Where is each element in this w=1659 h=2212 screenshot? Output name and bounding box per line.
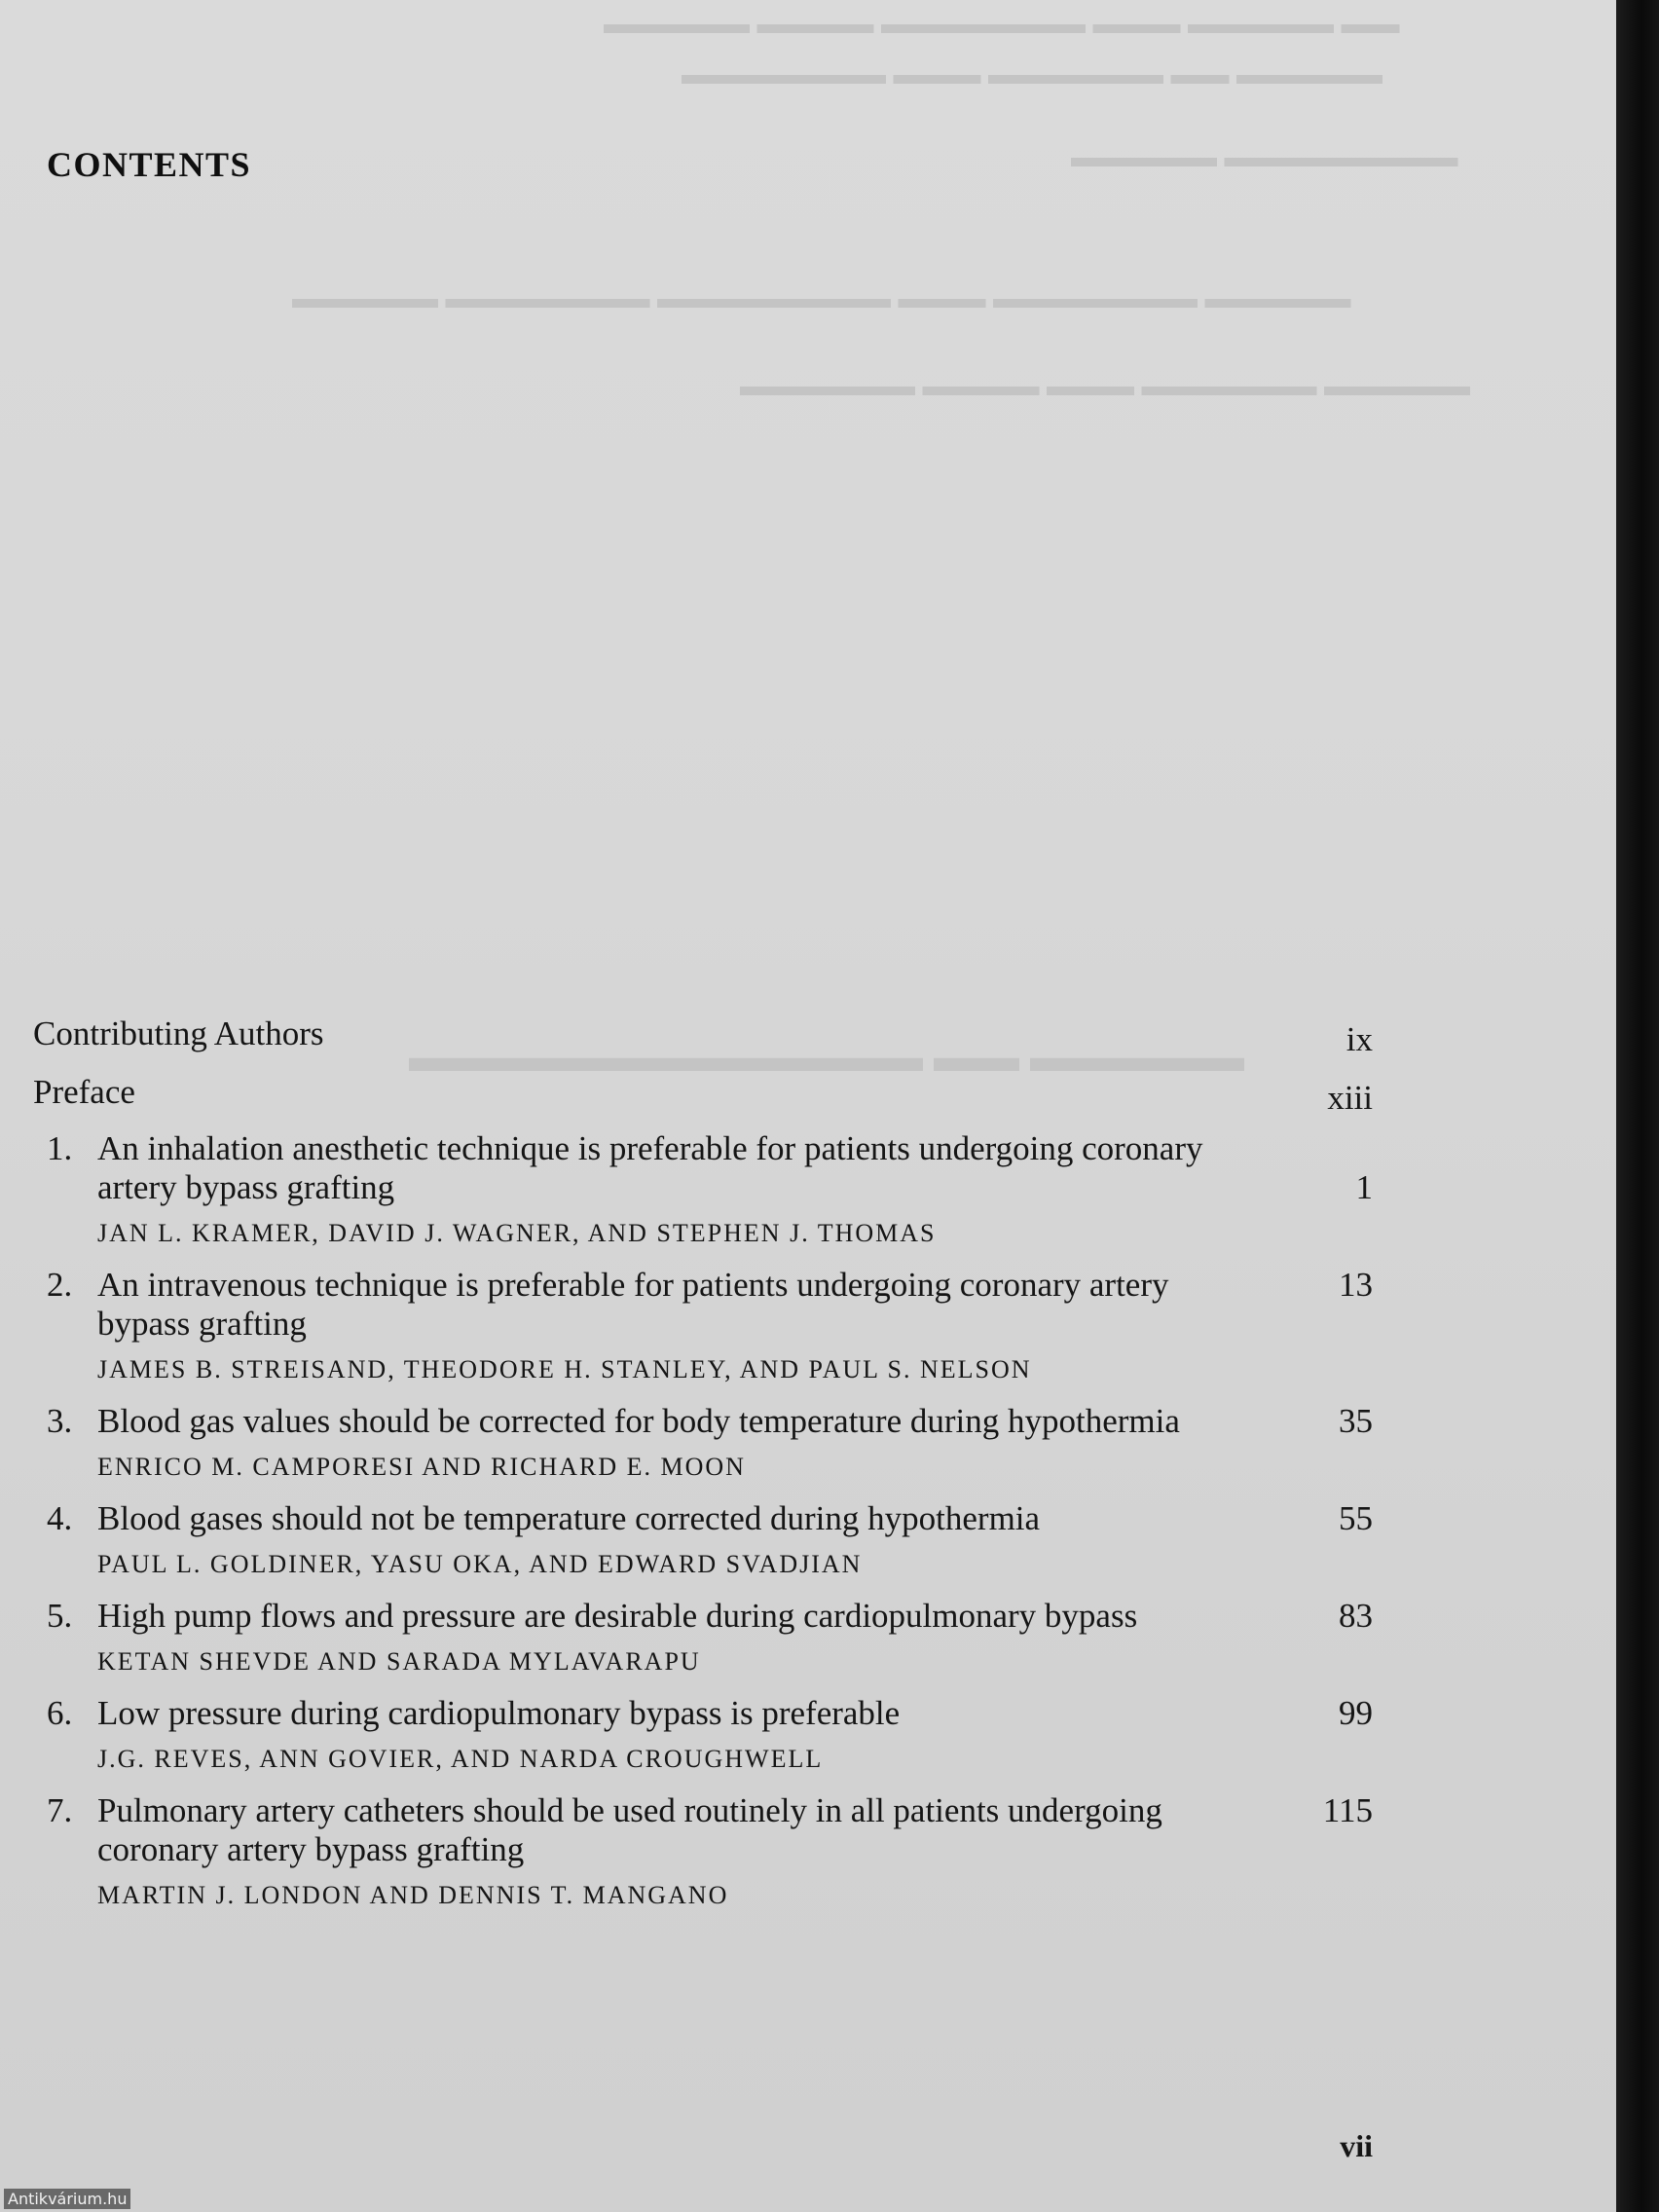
chapter-title: High pump flows and pressure are desirable during cardiopulmonary bypass	[97, 1597, 1138, 1635]
chapter-title: Blood gas values should be corrected for body temperature during hypothermia	[97, 1402, 1180, 1440]
chapter-page: 55	[1339, 1499, 1373, 1537]
bleed-through-text: ▬▬▬▬▬ ▬▬▬▬▬▬ ▬▬▬ ▬▬▬▬ ▬▬▬▬▬▬	[740, 370, 1470, 402]
chapter-page: 35	[1339, 1402, 1373, 1440]
chapter-authors: ENRICO M. CAMPORESI AND RICHARD E. MOON	[97, 1453, 746, 1481]
chapter-authors: PAUL L. GOLDINER, YASU OKA, AND EDWARD SVADJIAN	[97, 1550, 863, 1578]
bleed-through-text: ▬▬▬▬▬ ▬▬ ▬▬▬▬▬▬ ▬▬▬ ▬▬▬▬▬▬▬	[682, 58, 1382, 91]
chapter-title: Pulmonary artery catheters should be used routinely in all patients undergoing coronary artery bypass grafting	[97, 1791, 1162, 1868]
bleed-through-text: ▬▬▬▬▬▬▬▬ ▬▬▬▬▬	[1071, 141, 1458, 173]
chapter-title: Blood gases should not be temperature corrected during hypothermia	[97, 1499, 1041, 1537]
toc-chapter-4[interactable]	[33, 1499, 1373, 1597]
toc-chapter-1[interactable]	[33, 1129, 1373, 1266]
chapter-authors: JAMES B. STREISAND, THEODORE H. STANLEY, AND PAUL S. NELSON	[97, 1355, 1032, 1383]
chapter-page: 115	[1322, 1791, 1373, 1829]
toc-entry-page: ix	[1346, 1020, 1373, 1058]
toc-chapter-3[interactable]	[33, 1402, 1373, 1499]
chapter-number: 2.	[47, 1266, 73, 1304]
chapter-number: 5.	[47, 1597, 73, 1635]
toc-chapter-5[interactable]	[33, 1597, 1373, 1694]
bleed-through-text: ▬▬▬▬▬ ▬▬ ▬▬▬▬▬▬▬▬▬▬▬▬	[409, 1033, 1244, 1081]
chapter-title: An intravenous technique is preferable for patients undergoing coronary artery bypass grafting	[97, 1266, 1169, 1343]
chapter-title: Low pressure during cardiopulmonary bypass is preferable	[97, 1694, 901, 1732]
toc-entry-page: xiii	[1327, 1079, 1373, 1117]
toc-chapter-2[interactable]	[33, 1266, 1373, 1402]
table-of-contents	[33, 1013, 1373, 1928]
chapter-title: An inhalation anesthetic technique is preferable for patients undergoing coronary artery bypass grafting	[97, 1129, 1203, 1206]
chapter-number: 6.	[47, 1694, 73, 1732]
bleed-through-text: ▬▬ ▬▬▬▬▬ ▬▬▬ ▬▬▬▬▬▬▬ ▬▬▬▬ ▬▬▬▬▬	[604, 8, 1400, 40]
chapter-authors: J.G. REVES, ANN GOVIER, AND NARDA CROUGHWELL	[97, 1745, 824, 1773]
toc-entry-title: Preface	[33, 1073, 135, 1111]
toc-chapter-7[interactable]	[33, 1791, 1373, 1928]
chapter-page: 1	[1355, 1168, 1373, 1206]
toc-entry-contributing-authors[interactable]	[33, 1013, 1373, 1071]
watermark: Antikvárium.hu	[4, 2189, 130, 2209]
chapter-number: 1.	[47, 1129, 73, 1167]
chapter-page: 99	[1339, 1694, 1373, 1732]
chapter-authors: MARTIN J. LONDON AND DENNIS T. MANGANO	[97, 1881, 729, 1909]
chapter-number: 3.	[47, 1402, 73, 1440]
chapter-authors: KETAN SHEVDE AND SARADA MYLAVARAPU	[97, 1647, 701, 1676]
chapter-number: 7.	[47, 1791, 73, 1829]
book-gutter-shadow	[1616, 0, 1659, 2212]
toc-entry-preface[interactable]	[33, 1071, 1373, 1129]
page-number-folio: vii	[1340, 2128, 1373, 2163]
chapter-number: 4.	[47, 1499, 73, 1537]
toc-entry-title: Contributing Authors	[33, 1014, 324, 1052]
chapter-authors: JAN L. KRAMER, DAVID J. WAGNER, AND STEPHEN J. THOMAS	[97, 1219, 937, 1247]
page-title: CONTENTS	[47, 145, 252, 184]
bleed-through-text: ▬▬▬▬▬ ▬▬▬▬▬▬▬ ▬▬▬ ▬▬▬▬▬▬▬▬ ▬▬▬▬▬▬▬ ▬▬▬▬▬	[292, 282, 1351, 314]
toc-chapter-6[interactable]	[33, 1694, 1373, 1791]
chapter-page: 13	[1339, 1266, 1373, 1304]
chapter-page: 83	[1339, 1597, 1373, 1635]
